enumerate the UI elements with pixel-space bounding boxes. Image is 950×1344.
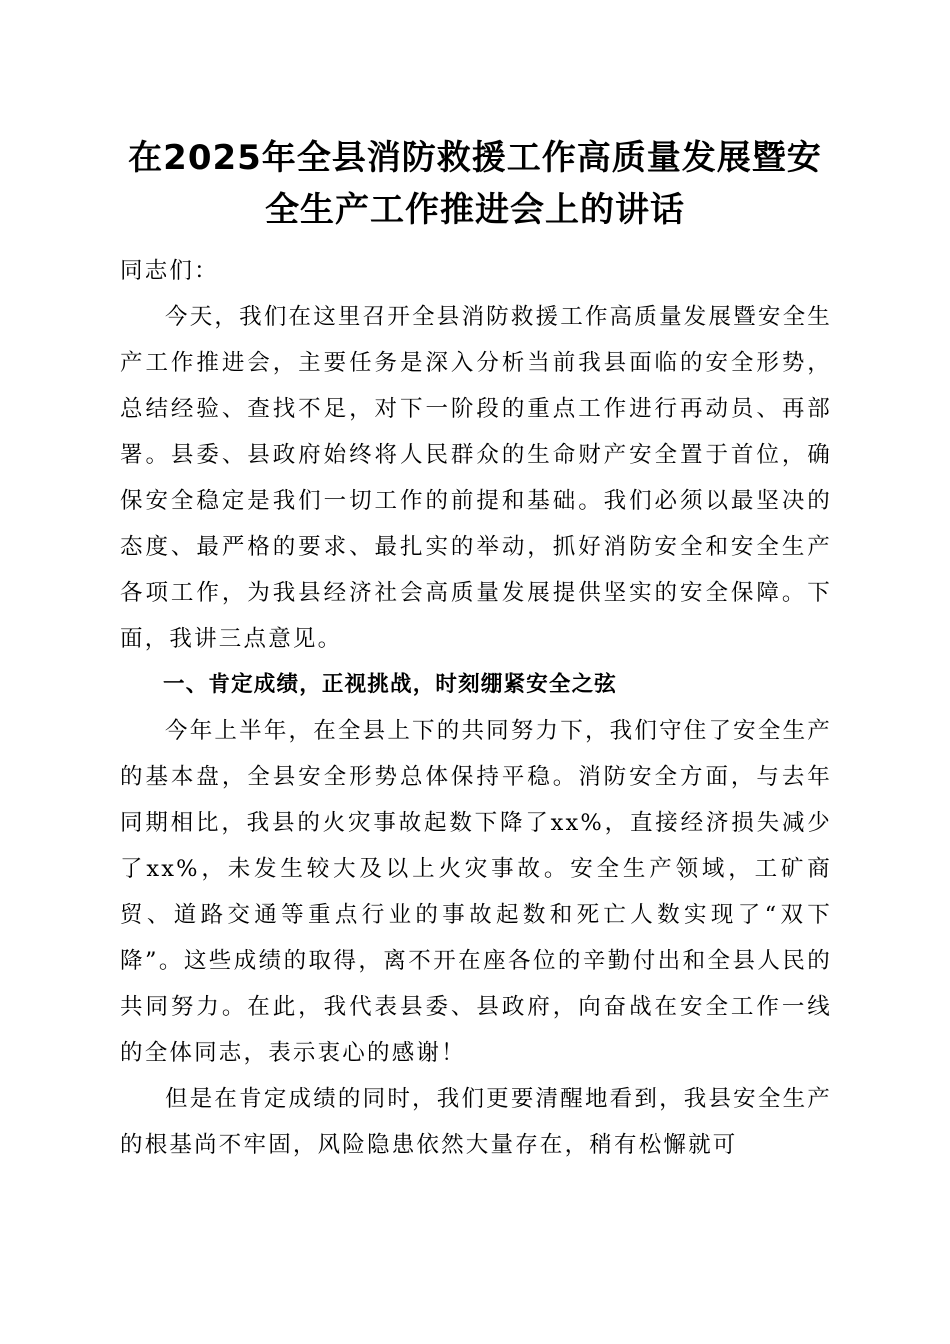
title-line-1: 在2025年全县消防救援工作高质量发展暨安 [128, 138, 822, 178]
title-line-2: 全生产工作推进会上的讲话 [265, 190, 685, 230]
salutation: 同志们： [120, 258, 219, 284]
section-1-paragraph-2: 但是在肯定成绩的同时，我们更要清醒地看到，我县安全生产的根基尚不牢固，风险隐患依然大量存在，稍有松懈就可 [120, 1086, 832, 1158]
section-1-paragraph-1: 今年上半年，在全县上下的共同努力下，我们守住了安全生产的基本盘，全县安全形势总体保持平稳。消防安全方面，与去年同期相比，我县的火灾事故起数下降了xx%，直接经济损失减少了xx%，未发生较大及以上火灾事故。安全生产领域，工矿商贸、道路交通等重点行业的事故起数和死亡人数实现了“双下降”。这些成绩的取得，离不开在座各位的辛勤付出和全县人民的共同努力。在此，我代表县委、县政府，向奋战在安全工作一线的全体同志，表示衷心的感谢！ [120, 718, 832, 1066]
document-body [120, 248, 832, 1168]
intro-paragraph: 今天，我们在这里召开全县消防救援工作高质量发展暨安全生产工作推进会，主要任务是深入分析当前我县面临的安全形势，总结经验、查找不足，对下一阶段的重点工作进行再动员、再部署。县委、县政府始终将人民群众的生命财产安全置于首位，确保安全稳定是我们一切工作的前提和基础。我们必须以最坚决的态度、最严格的要求、最扎实的举动，抓好消防安全和安全生产各项工作，为我县经济社会高质量发展提供坚实的安全保障。下面，我讲三点意见。 [120, 304, 832, 652]
document-title [110, 132, 840, 236]
section-heading-1: 一、肯定成绩，正视挑战，时刻绷紧安全之弦 [163, 672, 618, 697]
